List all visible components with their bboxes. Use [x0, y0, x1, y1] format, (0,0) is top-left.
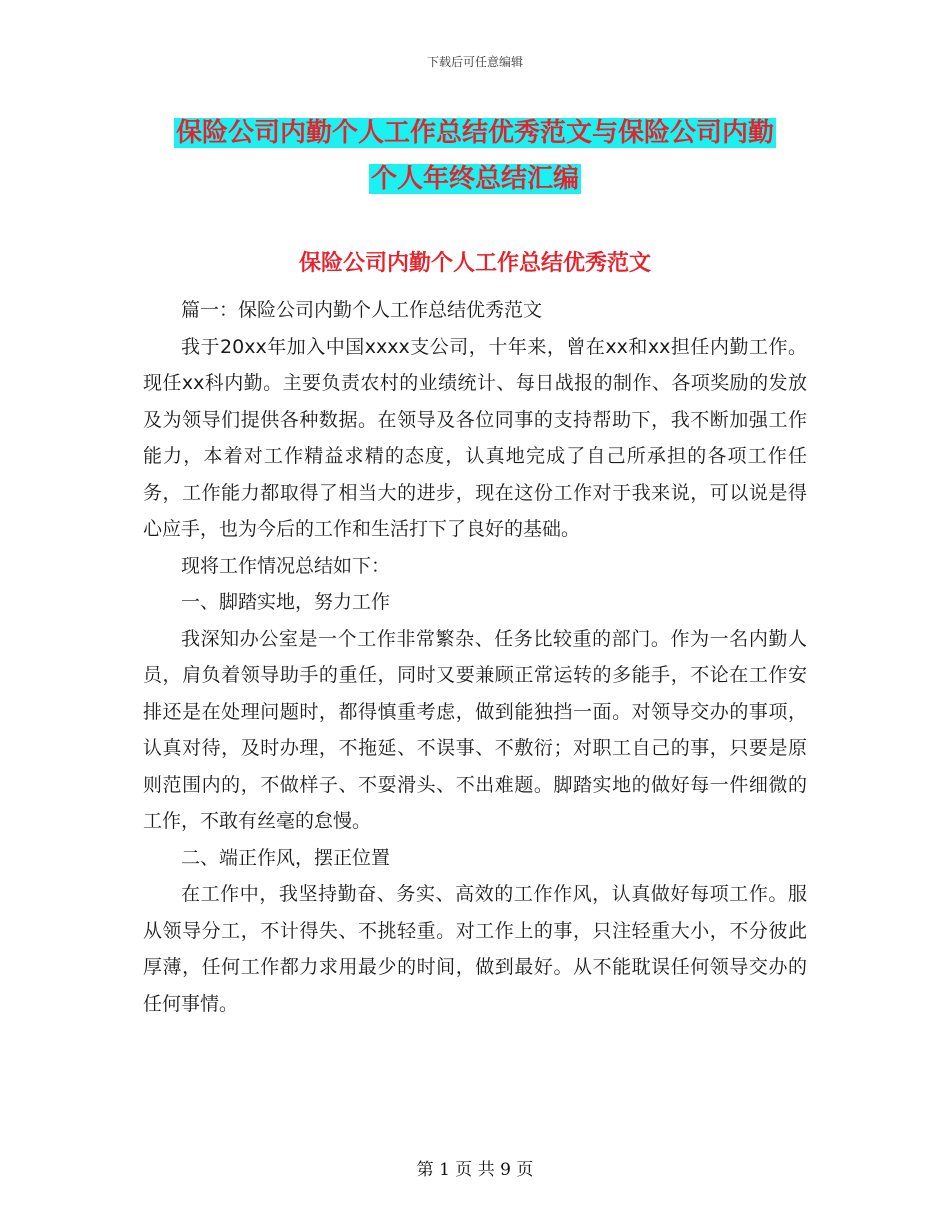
document-body: [143, 292, 807, 1022]
paragraph: 我于20xx年加入中国xxxx支公司，十年来，曾在xx和xx担任内勤工作。现任xx科内勤。主要负责农村的业绩统计、每日战报的制作、各项奖励的发放及为领导们提供各种数据。在领导及各位同事的支持帮助下，我不断加强工作能力，本着对工作精益求精的态度，认真地完成了自己所承担的各项工作任务，工作能力都取得了相当大的进步，现在这份工作对于我来说，可以说是得心应手，也为今后的工作和生活打下了良好的基础。: [143, 335, 807, 540]
header-note: 下载后可任意编辑: [426, 55, 523, 69]
page-footer: 第 1 页 共 9 页: [416, 1160, 534, 1180]
paragraph: 篇一：保险公司内勤个人工作总结优秀范文: [181, 299, 543, 321]
title-line-1: 保险公司内勤个人工作总结优秀范文与保险公司内勤: [175, 118, 774, 148]
paragraph: 在工作中，我坚持勤奋、务实、高效的工作作风，认真做好每项工作。服从领导分工，不计得失、不挑轻重。对工作上的事，只注轻重大小，不分彼此厚薄，任何工作都力求用最少的时间，做到最好。从不能耽误任何领导交办的任何事情。: [143, 883, 807, 1015]
title-line-2: 个人年终总结汇编: [370, 164, 579, 194]
document-title: [0, 110, 950, 202]
paragraph: 我深知办公室是一个工作非常繁杂、任务比较重的部门。作为一名内勤人员，肩负着领导助手的重任，同时又要兼顾正常运转的多能手，不论在工作安排还是在处理问题时，都得慎重考虑，做到能独挡一面。对领导交办的事项，认真对待，及时办理，不拖延、不误事、不敷衍；对职工自己的事，只要是原则范围内的，不做样子、不耍滑头、不出难题。脚踏实地的做好每一件细微的工作，不敢有丝毫的怠慢。: [143, 627, 807, 832]
paragraph-heading: 二、端正作风，摆正位置: [181, 846, 391, 869]
section-title: 保险公司内勤个人工作总结优秀范文: [298, 251, 651, 276]
paragraph: 现将工作情况总结如下：: [181, 554, 391, 577]
paragraph-heading: 一、脚踏实地，努力工作: [181, 591, 391, 613]
